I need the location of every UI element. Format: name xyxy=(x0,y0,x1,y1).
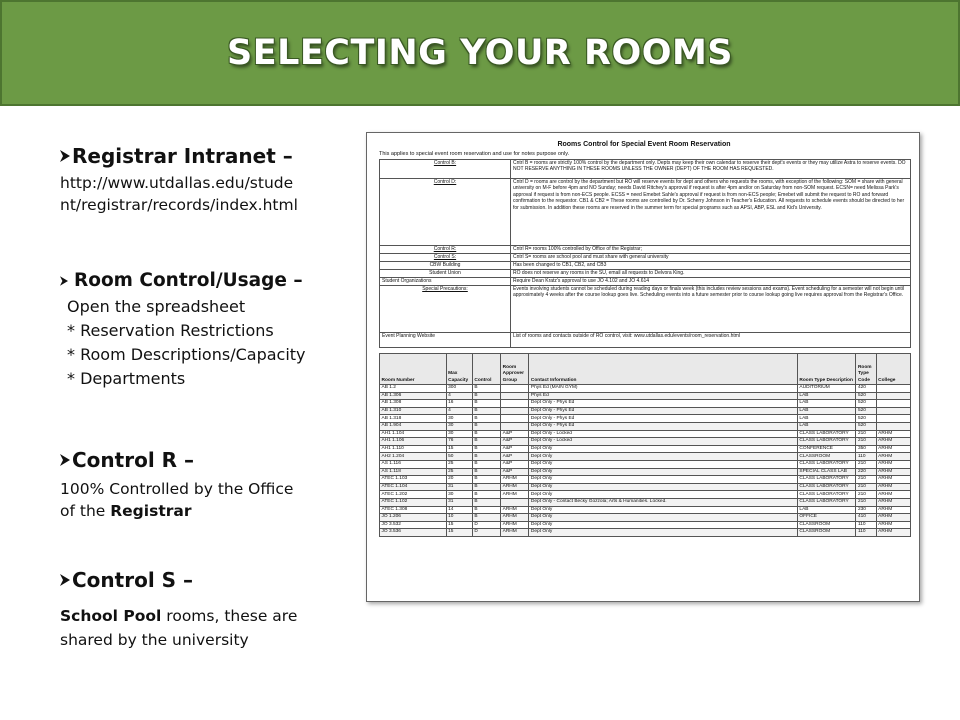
column-header: Room Number xyxy=(380,354,447,385)
table-cell: CLASS LABORATORY xyxy=(797,498,856,506)
table-cell: ATEC 1.102 xyxy=(380,498,447,506)
table-cell: Dept Only xyxy=(529,476,798,484)
table-cell: AH1 1.104 xyxy=(380,430,447,438)
table-row xyxy=(380,483,911,491)
url-line[interactable]: nt/registrar/records/index.html xyxy=(60,196,298,214)
table-cell: AB 1.308 xyxy=(380,400,447,408)
table-cell: AB 1.318 xyxy=(380,415,447,423)
table-cell: JO 3.536 xyxy=(380,529,447,537)
table-cell: Phys Ed (MAIN GYM) xyxy=(529,385,798,393)
table-cell: 30 xyxy=(446,422,472,430)
table-cell: ARHM xyxy=(501,506,529,514)
table-cell: CLASSROOM xyxy=(797,453,856,461)
column-header: Control xyxy=(472,354,500,385)
table-cell: B xyxy=(472,460,500,468)
table-cell: 420 xyxy=(856,385,876,393)
table-cell: B xyxy=(472,506,500,514)
table-cell: A&P xyxy=(501,453,529,461)
table-cell xyxy=(876,385,910,393)
arrow-bullet-icon xyxy=(60,574,70,586)
control-row xyxy=(380,270,911,278)
table-cell: 50 xyxy=(446,453,472,461)
table-row xyxy=(380,422,911,430)
table-row xyxy=(380,506,911,514)
table-cell: LAB xyxy=(797,506,856,514)
control-row xyxy=(380,160,911,179)
table-cell: A&P xyxy=(501,438,529,446)
table-cell: A&P xyxy=(501,468,529,476)
bullet-control-r xyxy=(60,448,293,522)
control-row xyxy=(380,246,911,254)
table-cell: 16 xyxy=(446,400,472,408)
table-cell xyxy=(876,422,910,430)
table-cell: 30 xyxy=(446,415,472,423)
table-cell: ARHM xyxy=(876,445,910,453)
control-label: Event Planning Website xyxy=(380,333,511,348)
control-row xyxy=(380,179,911,246)
table-row xyxy=(380,491,911,499)
control-row xyxy=(380,254,911,262)
table-cell: 110 xyxy=(856,521,876,529)
table-cell: ARHM xyxy=(876,521,910,529)
control-label: Control D: xyxy=(380,179,511,246)
table-cell: Dept Only xyxy=(529,506,798,514)
control-description: List of rooms and contacts outside of RO control, visit: www.utdallas.edu/events/room_reservation.html xyxy=(511,333,911,348)
table-cell: ATEC 1.202 xyxy=(380,491,447,499)
table-cell: ARHM xyxy=(501,476,529,484)
table-cell: AH2 1.204 xyxy=(380,453,447,461)
table-row xyxy=(380,430,911,438)
table-cell: JO 3.532 xyxy=(380,521,447,529)
table-cell xyxy=(876,415,910,423)
control-label: Student Organizations xyxy=(380,278,511,286)
table-cell: ARHM xyxy=(501,483,529,491)
table-cell: 210 xyxy=(856,491,876,499)
table-cell: Dept Only - Phys Ed xyxy=(529,422,798,430)
column-header: Room Approver Group xyxy=(501,354,529,385)
table-cell: ARHM xyxy=(501,514,529,522)
sheet-title: Rooms Control for Special Event Room Reservation xyxy=(557,141,731,148)
table-cell: ARHM xyxy=(501,491,529,499)
table-row xyxy=(380,385,911,393)
control-row xyxy=(380,278,911,286)
table-row xyxy=(380,521,911,529)
table-cell: LAB xyxy=(797,407,856,415)
table-cell: SPECIAL CLASS LAB xyxy=(797,468,856,476)
rooms-table xyxy=(379,353,911,537)
table-row xyxy=(380,438,911,446)
column-header: Room Type Description xyxy=(797,354,856,385)
table-cell: 210 xyxy=(856,438,876,446)
table-cell: 30 xyxy=(446,430,472,438)
table-cell: ARHM xyxy=(876,498,910,506)
control-description: Events involving students cannot be scheduled during reading days or finals week (this includes review sessions and exams). Event scheduling for a semester will not begin until approximately 4 weeks after the course lookup goes live. Scheduling events into a future semester prior to course lookup going live requires approval from the Registrar's Office. xyxy=(511,286,911,333)
table-cell: 15 xyxy=(446,445,472,453)
table-row xyxy=(380,468,911,476)
control-description: Cntrl R= rooms 100% controlled by Office of the Registrar; xyxy=(511,246,911,254)
table-cell xyxy=(876,392,910,400)
table-cell: 520 xyxy=(856,392,876,400)
table-cell: B xyxy=(472,491,500,499)
table-cell: Dept Only - Phys Ed xyxy=(529,400,798,408)
bullet-heading: Registrar Intranet – xyxy=(72,144,293,168)
table-cell: AUDITORIUM xyxy=(797,385,856,393)
table-cell: ARHM xyxy=(501,521,529,529)
table-cell: AB 1.310 xyxy=(380,407,447,415)
table-cell: LAB xyxy=(797,415,856,423)
table-cell: B xyxy=(472,407,500,415)
control-description: Require Dean Kratz's approval to use JO 4.102 and JO 4.614 xyxy=(511,278,911,286)
sheet-subtitle: This applies to special event room reservation and use for notes purpose only. xyxy=(379,151,570,157)
table-cell: Dept Only - Phys Ed xyxy=(529,407,798,415)
table-cell: 110 xyxy=(856,529,876,537)
table-cell: 350 xyxy=(856,445,876,453)
table-cell: D xyxy=(472,529,500,537)
table-cell: AS 1.118 xyxy=(380,468,447,476)
control-description: Cntrl D = rooms are control by the department but RO will reserve events for dept and others who requests the rooms, with exception of the following: SOM = share with general university on M-F before 4pm and NO Sunday; needs David Ritchey's approval if request is after 4pm and/or on Saturday from non-SOM request. ECSN= need Melissa Park's approval if request is from non-ECS people. ECSS = need Emebet Sahle's approval if request is from non-ECS people; Emebet will submit the request to RO and forward confirmation to the requestor. CB1 & CB2 = These rooms are controlled by Dr. Scherry Johnson in Teacher's Education. All requests to schedule events should be directed to her for submission. In addition these rooms are reserved in the summer term for special programs such as APSI, ABP, ESL and Kid's University. xyxy=(511,179,911,246)
bullet-heading: Room Control/Usage – xyxy=(74,270,303,291)
table-cell: D xyxy=(472,521,500,529)
control-label: Student Union xyxy=(380,270,511,278)
body-line: shared by the university xyxy=(60,631,249,649)
table-cell: CLASS LABORATORY xyxy=(797,491,856,499)
url-line[interactable]: http://www.utdallas.edu/stude xyxy=(60,174,294,192)
table-cell: 210 xyxy=(856,476,876,484)
column-header: College xyxy=(876,354,910,385)
table-cell: Dept Only - Locked xyxy=(529,438,798,446)
table-cell: 410 xyxy=(856,514,876,522)
table-cell xyxy=(876,400,910,408)
bullet-heading: Control S – xyxy=(72,568,194,592)
slide-title: SELECTING YOUR ROOMS xyxy=(226,33,733,73)
table-cell: AS 1.116 xyxy=(380,460,447,468)
table-cell: Dept Only - Phys Ed xyxy=(529,415,798,423)
table-cell: AH1 1.106 xyxy=(380,438,447,446)
table-cell xyxy=(501,385,529,393)
table-cell: ARHM xyxy=(876,506,910,514)
table-row xyxy=(380,400,911,408)
table-cell: Dept Only xyxy=(529,460,798,468)
table-row xyxy=(380,445,911,453)
table-cell: ARHM xyxy=(876,453,910,461)
table-cell: ARHM xyxy=(501,529,529,537)
table-cell: 300 xyxy=(446,385,472,393)
control-description: RO does not reserve any rooms in the SU, email all requests to Delvora King. xyxy=(511,270,911,278)
table-cell xyxy=(501,392,529,400)
table-cell: B xyxy=(472,400,500,408)
control-description: Cntrl S= rooms are school pool and must share with general university xyxy=(511,254,911,262)
table-row xyxy=(380,453,911,461)
control-label: Special Precautions: xyxy=(380,286,511,333)
table-cell: ARHM xyxy=(876,476,910,484)
table-cell: Dept Only xyxy=(529,483,798,491)
column-header: Max Capacity xyxy=(446,354,472,385)
table-cell: Dept Only xyxy=(529,468,798,476)
table-cell: ARHM xyxy=(876,468,910,476)
table-cell: ARHM xyxy=(876,430,910,438)
table-cell xyxy=(501,400,529,408)
table-cell xyxy=(501,407,529,415)
table-cell: B xyxy=(472,514,500,522)
table-cell: ARHM xyxy=(876,491,910,499)
table-row xyxy=(380,529,911,537)
bullet-room-control xyxy=(60,270,306,391)
arrow-bullet-icon xyxy=(60,276,68,286)
table-cell: 31 xyxy=(446,483,472,491)
table-cell: CLASSROOM xyxy=(797,521,856,529)
table-row xyxy=(380,392,911,400)
table-row xyxy=(380,407,911,415)
table-cell: 520 xyxy=(856,422,876,430)
table-cell: Dept Only xyxy=(529,529,798,537)
control-table xyxy=(379,159,911,348)
table-cell: 520 xyxy=(856,415,876,423)
body-line: 100% Controlled by the Office xyxy=(60,480,294,498)
table-cell: Dept Only - Locked xyxy=(529,430,798,438)
body-line: * Reservation Restrictions xyxy=(67,321,274,340)
body-line: Open the spreadsheet xyxy=(67,297,246,316)
table-row xyxy=(380,460,911,468)
table-cell: OFFICE xyxy=(797,514,856,522)
table-cell: Dept Only - Contact Becky Gozzola; Arts & Humanities. Locked. xyxy=(529,498,798,506)
table-cell: B xyxy=(472,453,500,461)
table-cell: 30 xyxy=(446,491,472,499)
table-cell: CONFERENCE xyxy=(797,445,856,453)
table-cell: CLASS LABORATORY xyxy=(797,430,856,438)
table-cell xyxy=(501,498,529,506)
table-cell: ATEC 1.103 xyxy=(380,476,447,484)
table-cell: B xyxy=(472,498,500,506)
table-cell: 520 xyxy=(856,400,876,408)
table-cell: ARHM xyxy=(876,460,910,468)
control-label: Control R: xyxy=(380,246,511,254)
control-label: Control S: xyxy=(380,254,511,262)
table-cell xyxy=(876,407,910,415)
arrow-bullet-icon xyxy=(60,454,70,466)
table-cell: B xyxy=(472,385,500,393)
title-banner xyxy=(0,0,960,106)
body-line: of the Registrar xyxy=(60,502,192,520)
table-cell: ARHM xyxy=(876,438,910,446)
spreadsheet-image xyxy=(366,132,920,602)
table-cell: CLASS LABORATORY xyxy=(797,483,856,491)
body-line: * Departments xyxy=(67,369,186,388)
table-cell: 210 xyxy=(856,498,876,506)
table-cell xyxy=(501,422,529,430)
table-cell: 10 xyxy=(446,514,472,522)
table-cell: B xyxy=(472,445,500,453)
table-row xyxy=(380,498,911,506)
table-cell: B xyxy=(472,483,500,491)
table-cell: Dept Only xyxy=(529,445,798,453)
table-cell: Phys Ed xyxy=(529,392,798,400)
table-cell: B xyxy=(472,392,500,400)
table-cell: 210 xyxy=(856,460,876,468)
table-cell: AH1 1.110 xyxy=(380,445,447,453)
control-label: CBW Building xyxy=(380,262,511,270)
table-cell: B xyxy=(472,438,500,446)
control-row xyxy=(380,333,911,348)
table-cell: LAB xyxy=(797,392,856,400)
bullet-registrar-intranet xyxy=(60,144,298,216)
table-row xyxy=(380,476,911,484)
table-cell: 14 xyxy=(446,506,472,514)
table-cell: Dept Only xyxy=(529,453,798,461)
table-cell: 520 xyxy=(856,407,876,415)
table-cell: LAB xyxy=(797,400,856,408)
table-cell: LAB xyxy=(797,422,856,430)
table-row xyxy=(380,514,911,522)
table-cell: 76 xyxy=(446,438,472,446)
table-cell: B xyxy=(472,430,500,438)
bullet-control-s xyxy=(60,568,297,652)
table-cell: 210 xyxy=(856,430,876,438)
body-line: * Room Descriptions/Capacity xyxy=(67,345,306,364)
control-row xyxy=(380,286,911,333)
table-cell: A&P xyxy=(501,445,529,453)
table-cell: AB 1.904 xyxy=(380,422,447,430)
control-label: Control B: xyxy=(380,160,511,179)
table-cell: A&P xyxy=(501,460,529,468)
table-cell: CLASSROOM xyxy=(797,529,856,537)
table-cell: 25 xyxy=(446,468,472,476)
table-cell: 4 xyxy=(446,407,472,415)
table-cell: 20 xyxy=(446,476,472,484)
control-row xyxy=(380,262,911,270)
table-cell: 15 xyxy=(446,521,472,529)
table-cell: 220 xyxy=(856,468,876,476)
table-cell: Dept Only xyxy=(529,514,798,522)
table-cell: B xyxy=(472,422,500,430)
table-cell: 4 xyxy=(446,392,472,400)
table-cell: B xyxy=(472,468,500,476)
table-cell: B xyxy=(472,476,500,484)
table-cell: ARHM xyxy=(876,514,910,522)
table-cell: ARHM xyxy=(876,529,910,537)
table-cell: Dept Only xyxy=(529,521,798,529)
table-cell: AB 1.306 xyxy=(380,392,447,400)
arrow-bullet-icon xyxy=(60,150,70,162)
table-cell: 15 xyxy=(446,529,472,537)
table-cell: B xyxy=(472,415,500,423)
table-cell: ARHM xyxy=(876,483,910,491)
table-cell: Dept Only xyxy=(529,491,798,499)
column-header: Room Type Code xyxy=(856,354,876,385)
table-cell: 31 xyxy=(446,498,472,506)
table-cell: CLASS LABORATORY xyxy=(797,460,856,468)
control-description: Cntrl B = rooms are strictly 100% control by the department only. Depts may keep their own calendar to reserve their dept's events or they may utilize Astra to reserve events. DO NOT RESERVE ANYTHING IN THESE ROOMS UNLESS THE OWNER (DEPT) OF THE ROOM HAS REQUESTED. xyxy=(511,160,911,179)
table-cell: 230 xyxy=(856,506,876,514)
table-cell: ATEC 1.104 xyxy=(380,483,447,491)
table-cell xyxy=(501,415,529,423)
table-cell: 110 xyxy=(856,453,876,461)
table-cell: CLASS LABORATORY xyxy=(797,476,856,484)
registrar-url[interactable] xyxy=(60,172,298,216)
control-description: Has been changed to CB1, CB2, and CB3 xyxy=(511,262,911,270)
table-cell: JO 1.206 xyxy=(380,514,447,522)
table-cell: 25 xyxy=(446,460,472,468)
table-cell: 210 xyxy=(856,483,876,491)
bullet-heading: Control R – xyxy=(72,448,195,472)
table-row xyxy=(380,415,911,423)
table-cell: AB 1.2 xyxy=(380,385,447,393)
table-cell: ATEC 1.308 xyxy=(380,506,447,514)
table-cell: A&P xyxy=(501,430,529,438)
body-line: School Pool rooms, these are xyxy=(60,607,298,625)
column-header: Contact Information xyxy=(529,354,798,385)
table-cell: CLASS LABORATORY xyxy=(797,438,856,446)
